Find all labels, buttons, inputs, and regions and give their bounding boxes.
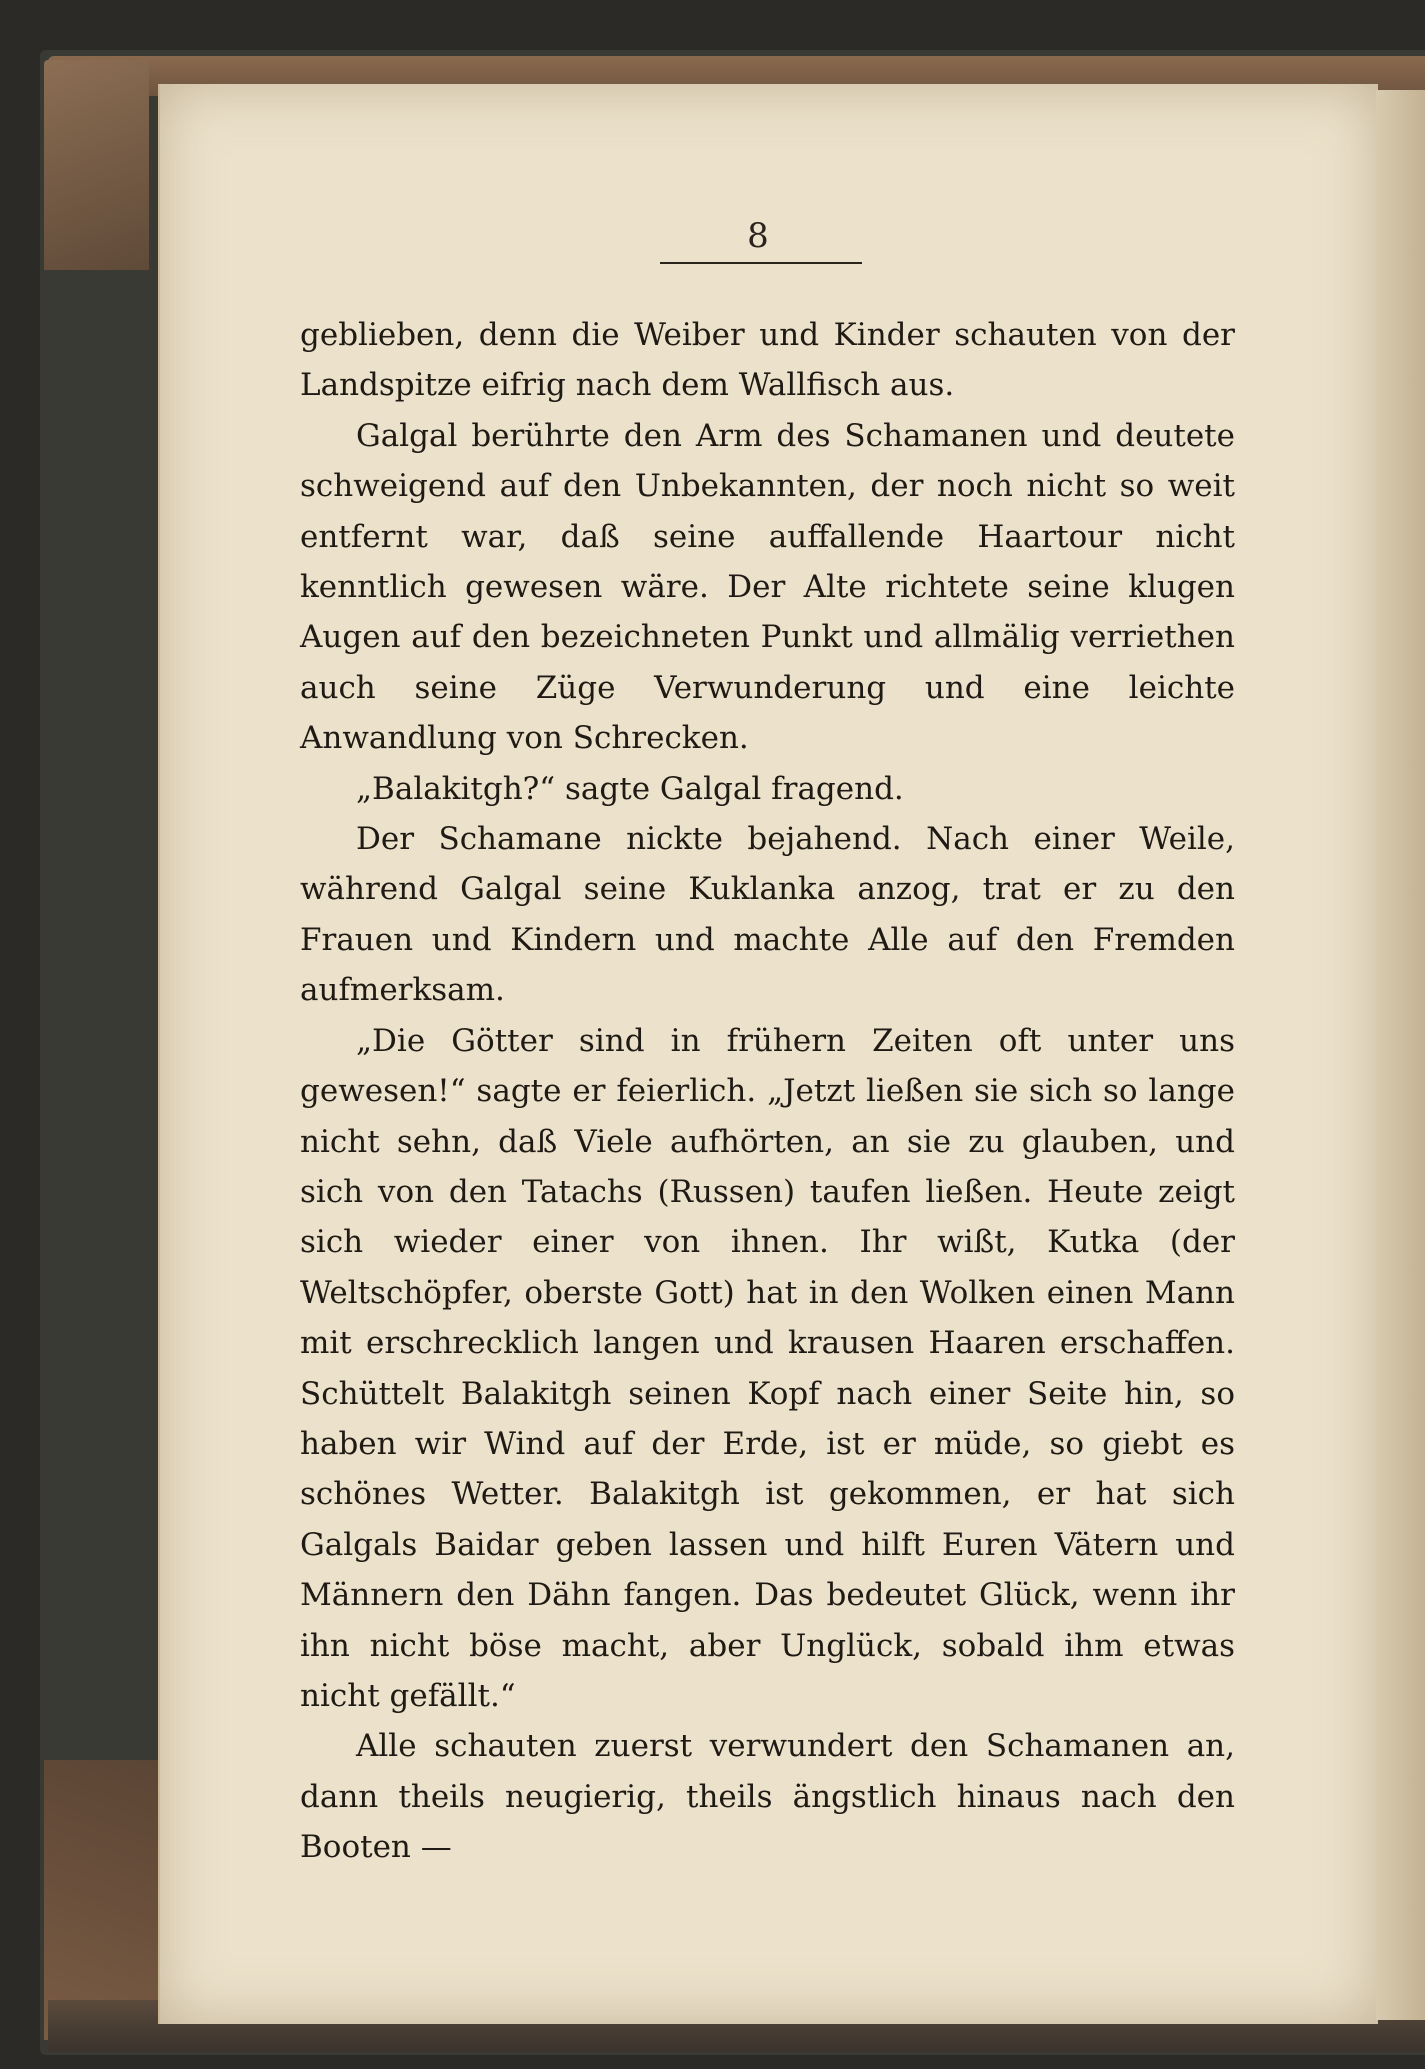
paragraph: Galgal berührte den Arm des Schamanen und deutete schweigend auf den Unbekannten, der noch nicht so weit entfernt war, daß seine auffallende Haartour nicht kenntlich gewesen wäre. Der Alte richtete seine klugen Augen auf den bezeichneten Punkt und allmälig verriethen auch seine Züge Verwunderung und eine leichte Anwandlung von Schrecken. — [300, 417, 1235, 757]
page-edge-right — [1376, 90, 1425, 2020]
header-rule — [660, 262, 862, 264]
paragraph: „Die Götter sind in frühern Zeiten oft unter uns gewesen!“ sagte er feierlich. „Jetzt ließen sie sich so lange nicht sehn, daß Viele aufhörten, an sie zu glauben, und sich von den Tatachs (Russen) taufen ließen. Heute zeigt sich wieder einer von ihnen. Ihr wißt, Kutka (der Weltschöpfer, oberste Gott) hat in den Wolken einen Mann mit erschrecklich langen und krausen Haaren erschaffen. Schüttelt Balakitgh seinen Kopf nach einer Seite hin, so haben wir Wind auf der Erde, ist er müde, so giebt es schönes Wetter. Balakitgh ist gekommen, er hat sich Galgals Baidar geben lassen und hilft Euren Vätern und Männern den Dähn fangen. Das bedeutet Glück, wenn ihr ihn nicht böse macht, aber Unglück, sobald ihm etwas nicht gefällt.“ — [300, 1022, 1235, 1714]
page-number: 8 — [747, 216, 769, 256]
body-text — [300, 310, 1235, 1873]
paragraph: Alle schauten zuerst verwundert den Schamanen an, dann theils neugierig, theils ängstlich hinaus nach den Booten — — [300, 1728, 1235, 1866]
paragraph: geblieben, denn die Weiber und Kinder schauten von der Landspitze eifrig nach dem Wallfisch aus. — [300, 317, 1235, 404]
paragraph: „Balakitgh?“ sagte Galgal fragend. — [356, 770, 904, 807]
paragraph: Der Schamane nickte bejahend. Nach einer Weile, während Galgal seine Kuklanka anzog, trat er zu den Frauen und Kindern und machte Alle auf den Fremden aufmerksam. — [300, 821, 1235, 1009]
